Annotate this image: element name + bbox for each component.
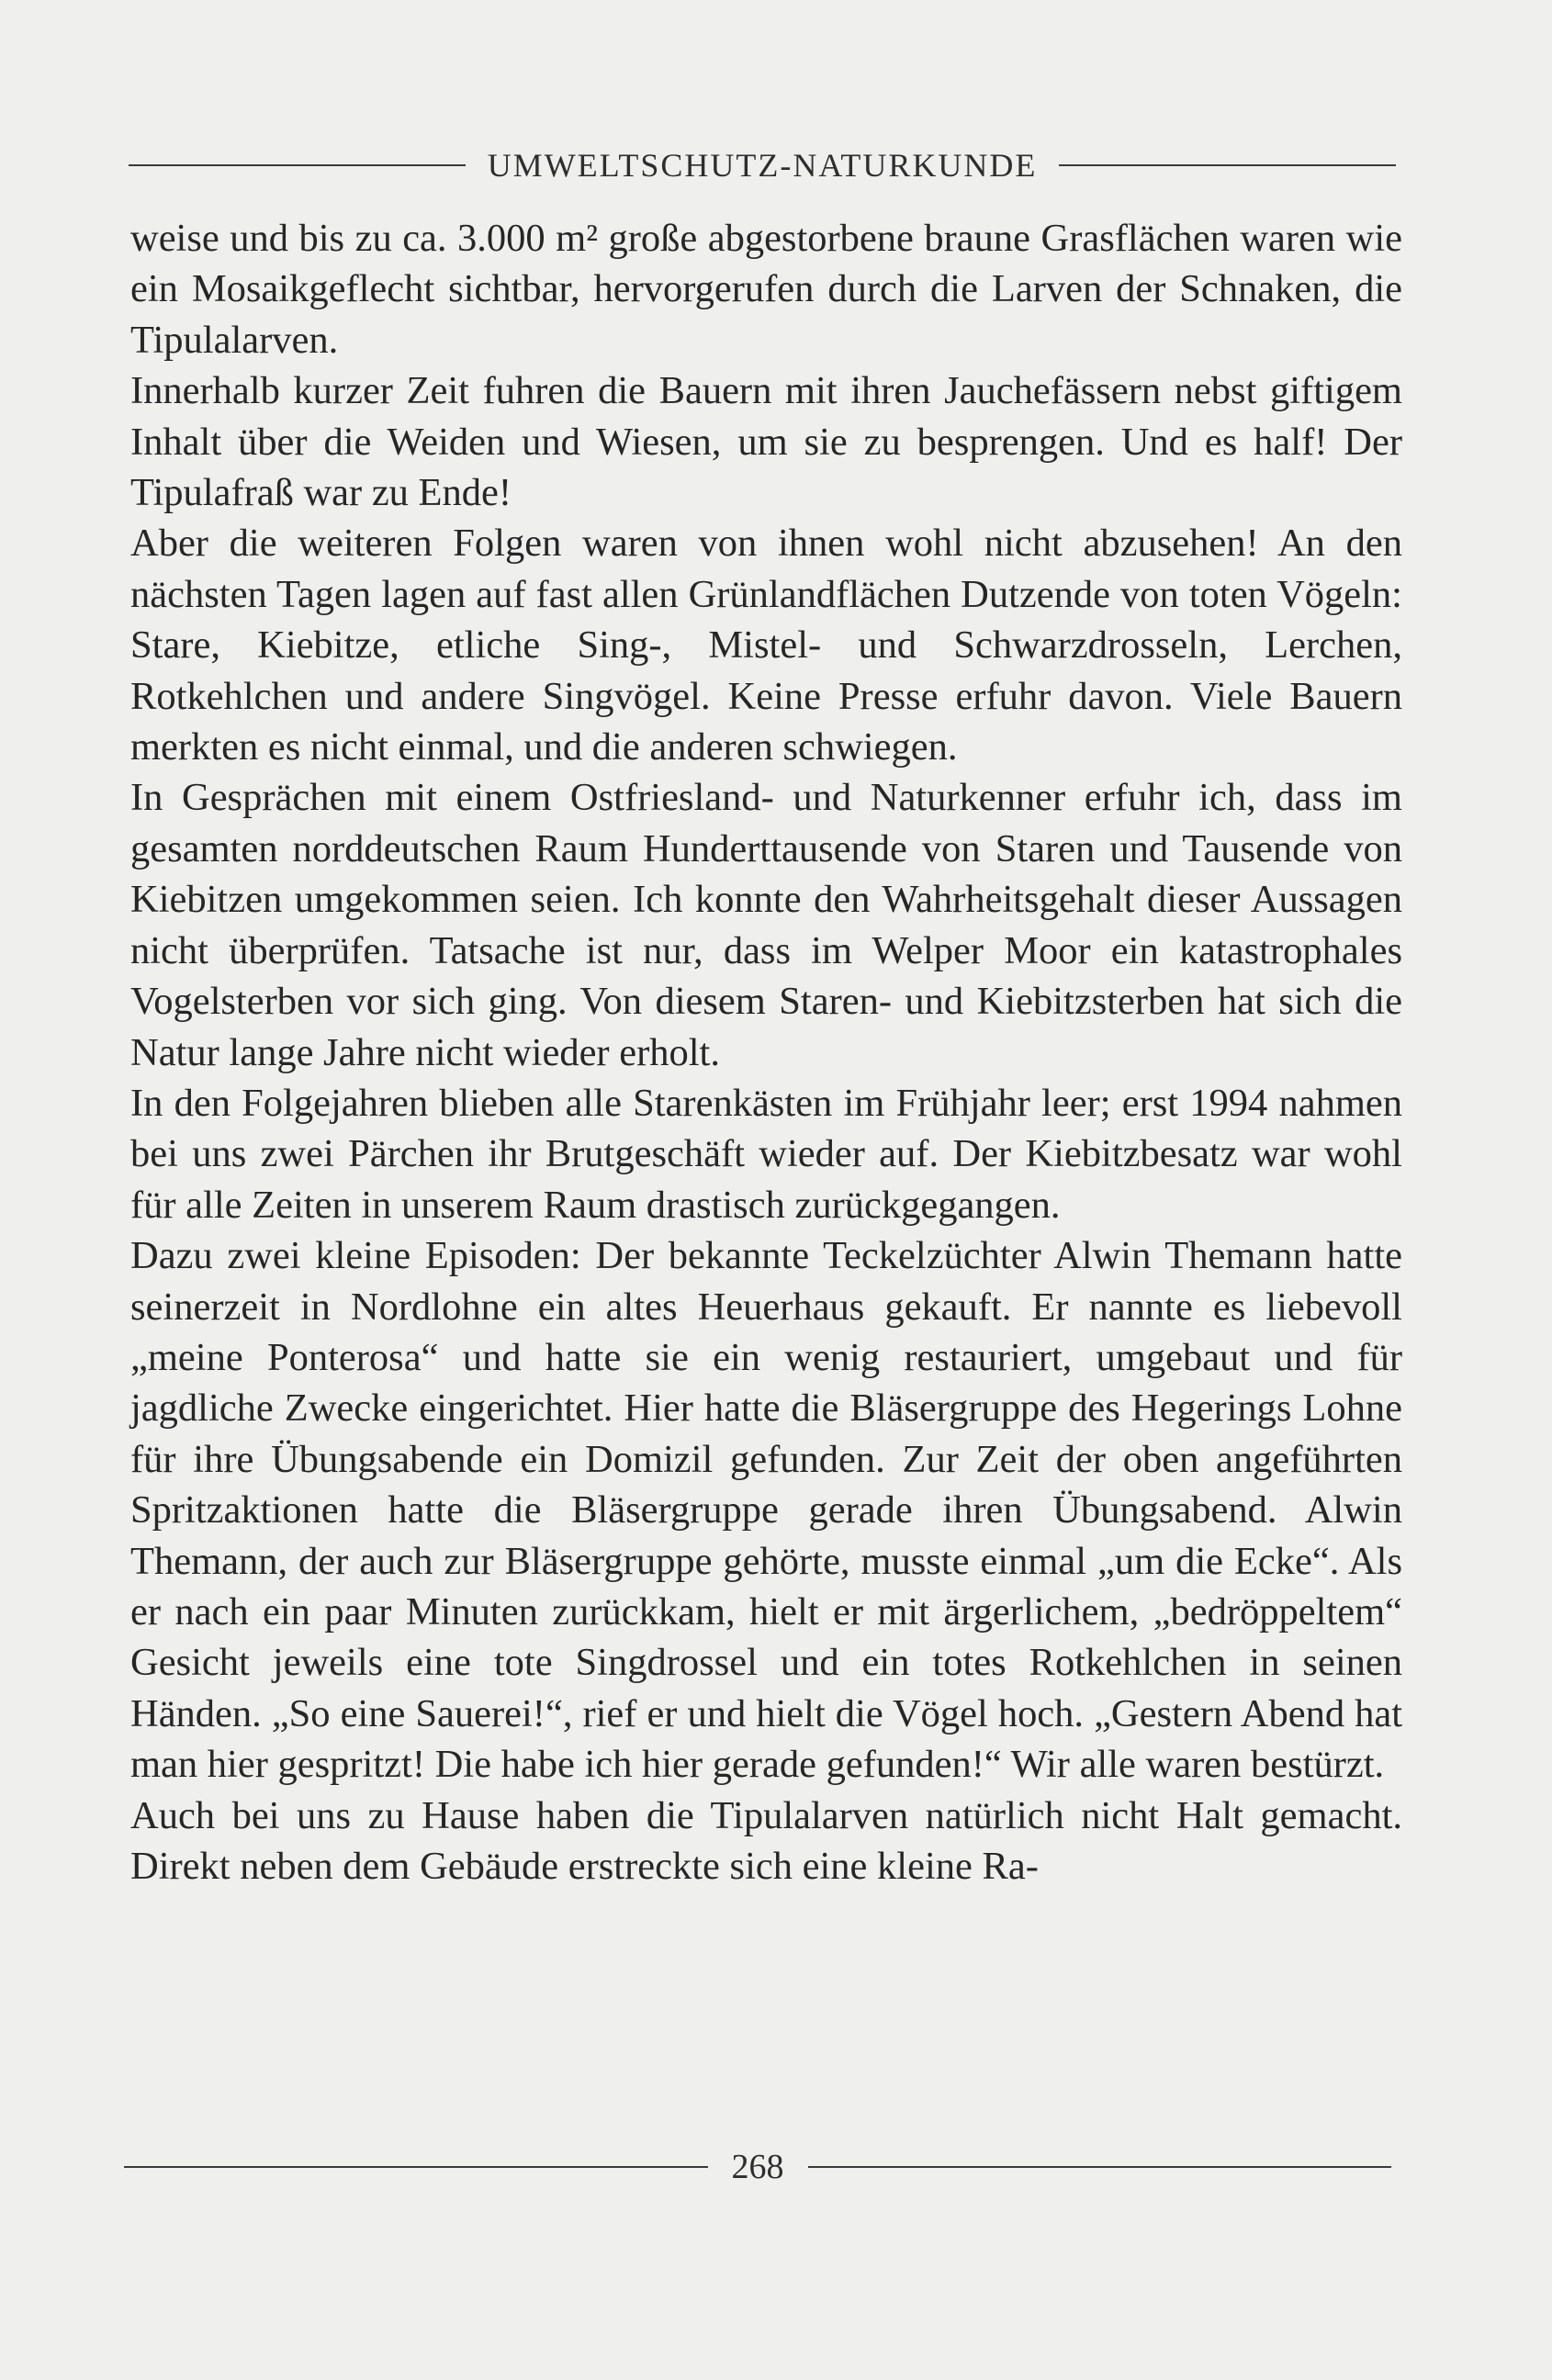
paragraph: Innerhalb kurzer Zeit fuhren die Bauern mit ihren Jauchefässern nebst giftigem Inhalt über die Weiden und Wiesen, um sie zu besprengen. Und es half! Der Tipulafraß war zu Ende! (130, 369, 1402, 515)
page-number: 268 (731, 2148, 784, 2186)
header-rule-right (1059, 164, 1396, 166)
paragraph: Auch bei uns zu Hause haben die Tipulalarven natürlich nicht Halt gemacht. Direkt neben dem Gebäude erstreckte sich eine kleine Ra- (130, 1793, 1402, 1888)
paragraph: weise und bis zu ca. 3.000 m² große abgestorbene braune Grasflächen waren wie ein Mosaikgeflecht sichtbar, hervorgerufen durch die Larven der Schnaken, die Tipulalarven. (130, 217, 1402, 362)
paragraph: Aber die weiteren Folgen waren von ihnen wohl nicht abzusehen! An den nächsten Tagen lagen auf fast allen Grünlandflächen Dutzende von toten Vögeln: Stare, Kiebitze, etliche Sing-, Mistel- und Schwarzdrosseln, Lerchen, Rotkehlchen und andere Singvögel. Keine Presse erfuhr davon. Viele Bauern merkten es nicht einmal, und die anderen schwiegen. (130, 522, 1402, 769)
footer-rule-right (808, 2166, 1392, 2168)
running-header (129, 133, 1396, 197)
paragraph: In Gesprächen mit einem Ostfriesland- und Naturkenner erfuhr ich, dass im gesamten norddeutschen Raum Hunderttausende von Staren und Tausende von Kiebitzen umgekommen seien. Ich konnte den Wahrheitsgehalt dieser Aussagen nicht überprüfen. Tatsache ist nur, dass im Welper Moor ein katastrophales Vogelsterben vor sich ging. Von diesem Staren- und Kiebitzsterben hat sich die Natur lange Jahre nicht wieder erholt. (130, 776, 1402, 1074)
footer-rule-left (124, 2166, 708, 2168)
header-rule-left (129, 164, 466, 166)
page-footer (124, 2139, 1391, 2195)
paragraph: Dazu zwei kleine Episoden: Der bekannte Teckelzüchter Alwin Themann hatte seinerzeit in Nordlohne ein altes Heuerhaus gekauft. Er nannte es liebevoll „meine Ponterosa“ und hatte sie ein wenig restauriert, umgebaut und für jagdliche Zwecke eingerichtet. Hier hatte die Bläsergruppe des Hegerings Lohne für ihre Übungsabende ein Domizil gefunden. Zur Zeit der oben angeführten Spritzaktionen hatte die Bläsergruppe gerade ihren Übungsabend. Alwin Themann, der auch zur Bläsergruppe gehörte, musste einmal „um die Ecke“. Als er nach ein paar Minuten zurückkam, hielt er mit ärgerlichem, „bedröppeltem“ Gesicht jeweils eine tote Singdrossel und ein totes Rotkehlchen in seinen Händen. „So eine Sauerei!“, rief er und hielt die Vögel hoch. „Gestern Abend hat man hier gespritzt! Die habe ich hier gerade gefunden!“ Wir alle waren bestürzt. (130, 1234, 1402, 1787)
header-title: UMWELTSCHUTZ-NATURKUNDE (487, 147, 1038, 184)
body-text (130, 213, 1402, 1892)
paragraph: In den Folgejahren blieben alle Starenkästen im Frühjahr leer; erst 1994 nahmen bei uns zwei Pärchen ihr Brutgeschäft wieder auf. Der Kiebitzbesatz war wohl für alle Zeiten in unserem Raum drastisch zurückgegangen. (130, 1081, 1402, 1227)
